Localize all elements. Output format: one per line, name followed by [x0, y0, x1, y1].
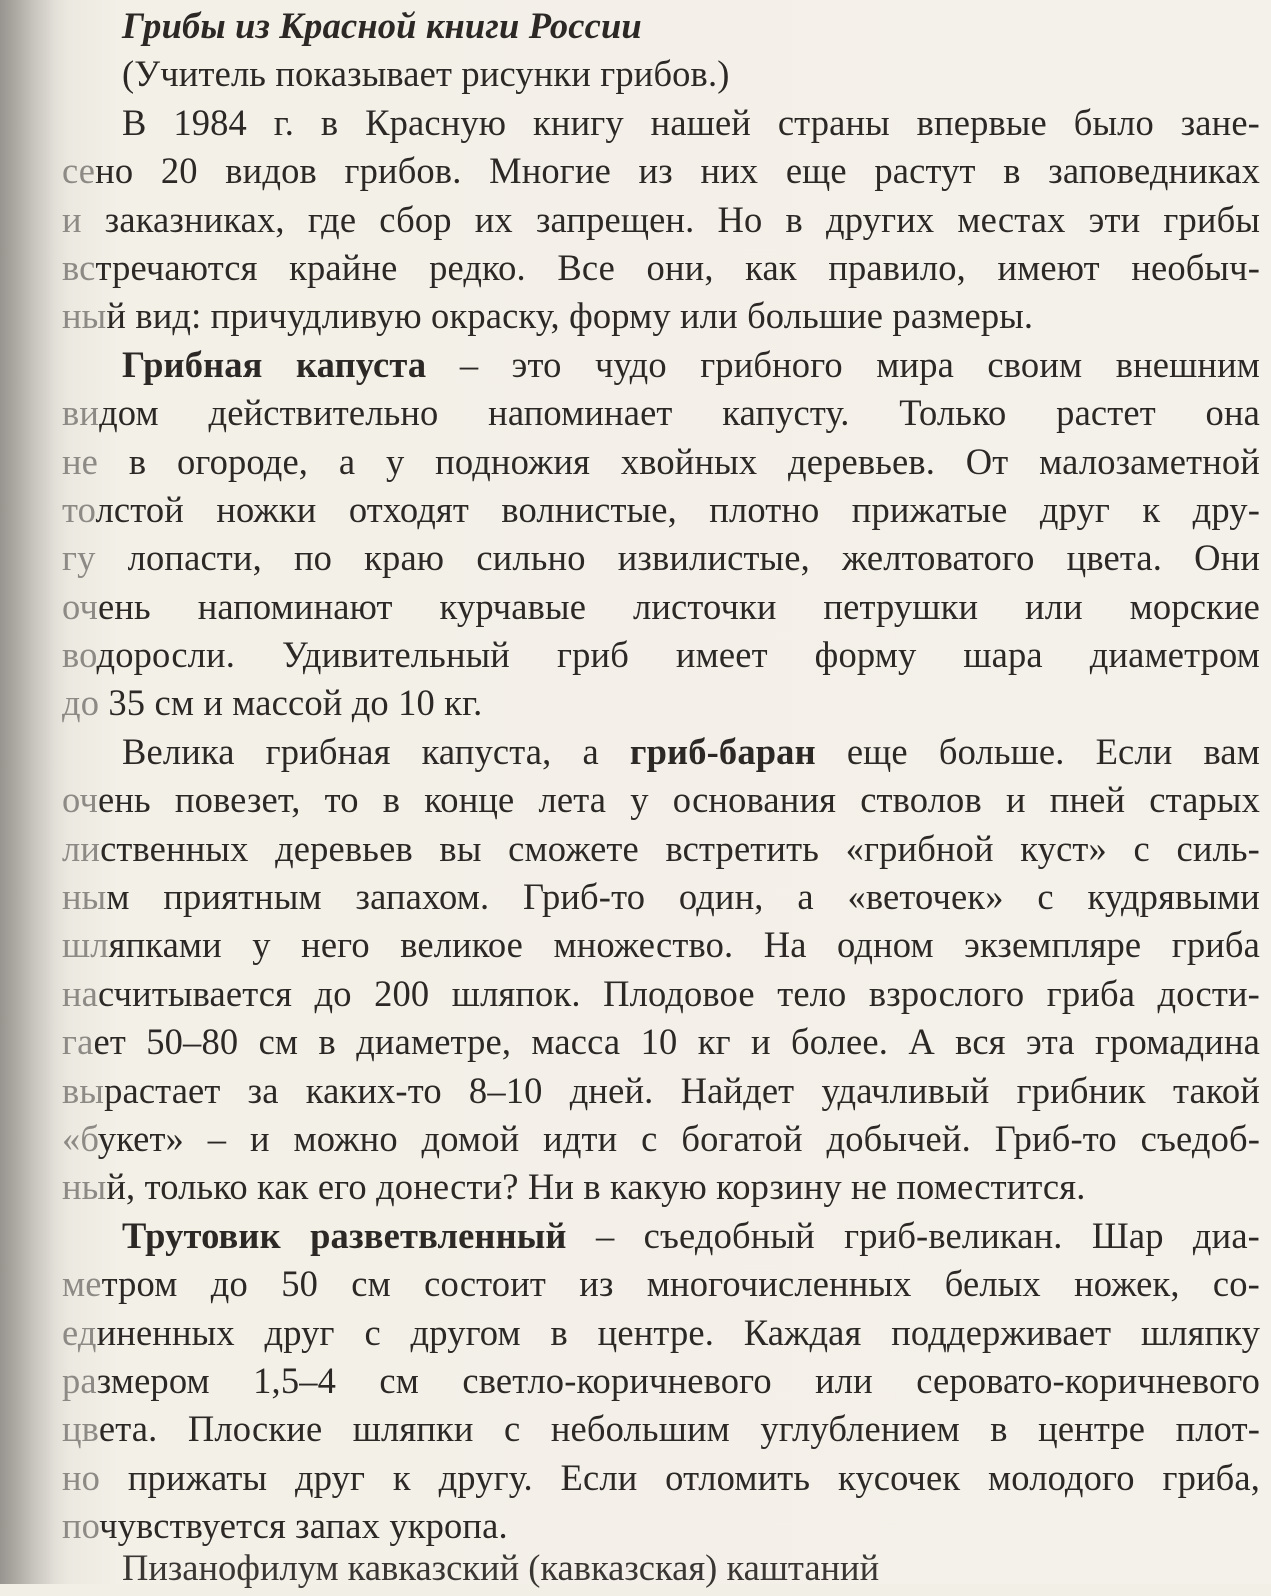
- gutter-fragment: цв: [62, 1408, 99, 1450]
- p3-line-6: [62, 970, 1260, 1018]
- p3-line-2: [62, 776, 1260, 824]
- p2-line-8: [62, 679, 1260, 727]
- line-text: заказниках, где сбор их запрещен. Но в других местах эти грибы: [81, 198, 1260, 240]
- line-text: считывается до 200 шляпок. Плодовое тело взрослого гриба дости-: [98, 972, 1260, 1014]
- gutter-fragment: то: [62, 488, 96, 530]
- gutter-fragment: во: [62, 634, 97, 676]
- p3-line-1: [62, 728, 1260, 776]
- p4-line-3: [62, 1309, 1260, 1357]
- p3-line-4: [62, 873, 1260, 921]
- line-text: ета. Плоские шляпки с небольшим углублением в центре плот-: [98, 1408, 1260, 1450]
- term-gribnaya-kapusta: Грибная капуста: [122, 343, 427, 385]
- line-text: змером 1,5–4 см светло-коричневого или серовато-коричневого: [96, 1359, 1260, 1401]
- cut-off-text: Пизанофилум кавказский (кавказская) каштаний: [122, 1547, 880, 1588]
- line-text: лопасти, по краю сильно извилистые, желтоватого цвета. Они: [95, 537, 1260, 579]
- line-text: растает за каких-то 8–10 дней. Найдет удачливый грибник такой: [104, 1069, 1260, 1111]
- line-text: лстой ножки отходят волнистые, плотно прижатые друг к дру-: [95, 488, 1260, 530]
- p2-line-7: [62, 631, 1260, 679]
- line-text: дом действительно напоминает капусту. Только растет она: [99, 392, 1260, 434]
- gutter-fragment: «б: [62, 1117, 98, 1159]
- line-text: Велика грибная капуста, а: [122, 730, 630, 772]
- page-text: [62, 2, 1260, 1551]
- section-heading: Грибы из Красной книги России: [122, 5, 642, 46]
- term-grib-baran: гриб-баран: [629, 730, 816, 772]
- gutter-fragment: до: [62, 682, 100, 724]
- line-text: – съедобный гриб-великан. Шар диа-: [566, 1214, 1260, 1256]
- line-text: укет» – и можно домой идти с богатой добычей. Гриб-то съедоб-: [97, 1117, 1260, 1159]
- p1-line-5: [62, 292, 1260, 340]
- gutter-fragment: се: [62, 150, 96, 192]
- line-text: ень повезет, то в конце лета у основания стволов и пней старых: [97, 779, 1260, 821]
- p1-line-2: [62, 147, 1260, 195]
- p3-line-9: [62, 1115, 1260, 1163]
- line-text: ет 50–80 см в диаметре, масса 10 кг и более. А вся эта громадина: [93, 1021, 1260, 1063]
- gutter-fragment: но: [62, 1456, 101, 1498]
- term-trutovik: Трутовик разветвленный: [122, 1214, 567, 1256]
- p1-line-4: [62, 244, 1260, 292]
- line-text: япками у него великое множество. На одном экземпляре гриба: [108, 924, 1260, 966]
- gutter-fragment: ны: [62, 295, 107, 337]
- line-text: еще больше. Если вам: [815, 730, 1260, 772]
- p2-line-3: [62, 438, 1260, 486]
- teacher-note: (Учитель показывает рисунки грибов.): [122, 53, 730, 95]
- p4-line-1: [62, 1212, 1260, 1260]
- p2-line-6: [62, 583, 1260, 631]
- line-text: тречаются крайне редко. Все они, как правило, имеют необыч-: [95, 246, 1260, 288]
- line-text: ственных деревьев вы сможете встретить «грибной куст» с силь-: [100, 827, 1260, 869]
- line-text: в огороде, а у подножия хвойных деревьев. От малозаметной: [98, 440, 1260, 482]
- p3-line-7: [62, 1018, 1260, 1066]
- p2-line-2: [62, 389, 1260, 437]
- p4-line-5: [62, 1405, 1260, 1453]
- line-text: й вид: причудливую окраску, форму или большие размеры.: [106, 295, 1034, 337]
- line-text: й, только как его донести? Ни в какую корзину не поместится.: [106, 1166, 1086, 1208]
- line-text: тром до 50 см состоит из многочисленных белых ножек, со-: [101, 1263, 1260, 1305]
- p3-line-10: [62, 1163, 1260, 1211]
- p3-line-5: [62, 921, 1260, 969]
- gutter-fragment: ви: [62, 392, 100, 434]
- gutter-fragment: га: [62, 1021, 94, 1063]
- line-text: прижаты друг к другу. Если отломить кусочек молодого гриба,: [100, 1456, 1260, 1498]
- gutter-fragment: и: [62, 198, 82, 240]
- gutter-fragment: оч: [62, 779, 98, 821]
- gutter-fragment: ны: [62, 1166, 107, 1208]
- line-text: – это чудо грибного мира своим внешним: [426, 343, 1261, 385]
- line-text: чувствуется запах укропа.: [99, 1505, 508, 1547]
- p3-line-8: [62, 1067, 1260, 1115]
- gutter-fragment: ед: [62, 1311, 97, 1353]
- gutter-fragment: ме: [62, 1263, 102, 1305]
- p2-line-4: [62, 486, 1260, 534]
- gutter-fragment: гу: [62, 537, 96, 579]
- line-text: м приятным запахом. Гриб-то один, а «веточек» с кудрявыми: [106, 876, 1260, 918]
- gutter-fragment: ны: [62, 876, 107, 918]
- line-text: иненных друг с другом в центре. Каждая поддерживает шляпку: [96, 1311, 1260, 1353]
- p1-line-1: В 1984 г. в Красную книгу нашей страны впервые было зане-: [122, 101, 1260, 143]
- gutter-fragment: ра: [62, 1359, 97, 1401]
- gutter-fragment: по: [62, 1505, 100, 1547]
- page-gutter-shadow: [0, 0, 55, 1584]
- line-text: доросли. Удивительный гриб имеет форму шара диаметром: [96, 634, 1260, 676]
- gutter-fragment: ли: [62, 827, 101, 869]
- gutter-fragment: вс: [62, 246, 96, 288]
- gutter-fragment: оч: [62, 585, 98, 627]
- p4-line-4: [62, 1357, 1260, 1405]
- p1-line-3: [62, 196, 1260, 244]
- gutter-fragment: вы: [62, 1069, 105, 1111]
- line-text: 35 см и массой до 10 кг.: [99, 682, 483, 724]
- line-text: но 20 видов грибов. Многие из них еще растут в заповедниках: [95, 150, 1260, 192]
- p4-line-2: [62, 1260, 1260, 1308]
- p3-line-3: [62, 825, 1260, 873]
- line-text: ень напоминают курчавые листочки петрушки или морские: [97, 585, 1260, 627]
- gutter-fragment: не: [62, 440, 99, 482]
- gutter-fragment: на: [62, 972, 99, 1014]
- p4-line-6: [62, 1454, 1260, 1502]
- cut-off-line: [62, 1547, 1260, 1596]
- gutter-fragment: шл: [62, 924, 109, 966]
- p2-line-1: [62, 341, 1260, 389]
- p2-line-5: [62, 534, 1260, 582]
